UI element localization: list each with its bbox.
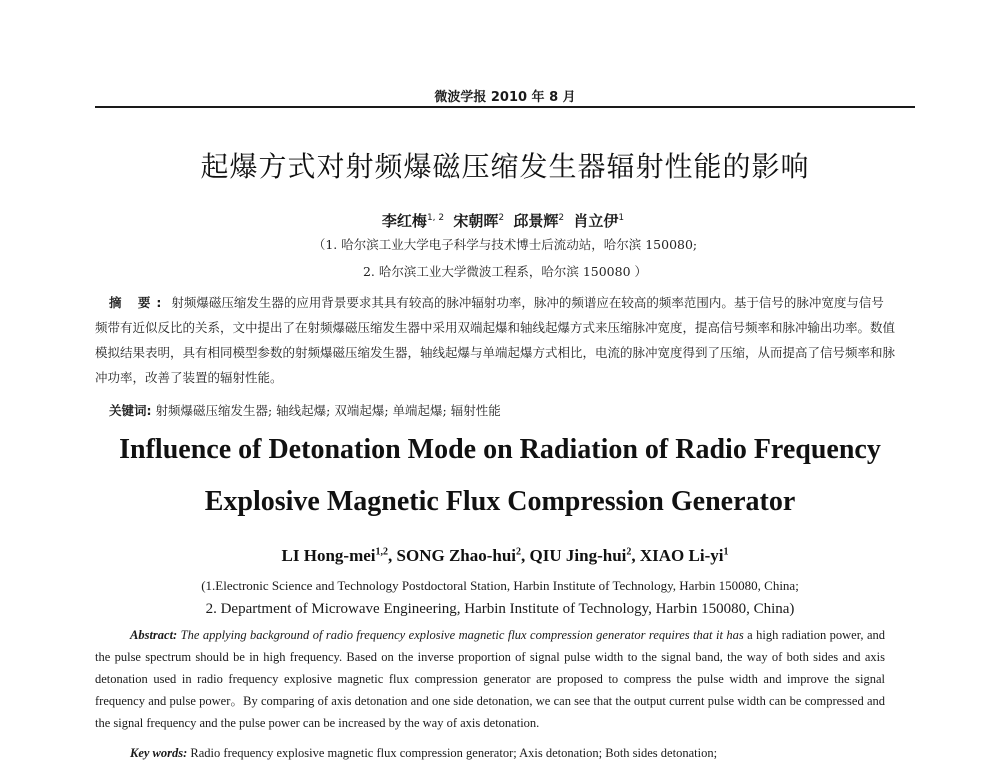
en-author-name: QIU Jing-hui bbox=[529, 546, 627, 565]
en-keywords bbox=[130, 746, 910, 761]
cn-author-sup: 1, 2 bbox=[426, 213, 445, 223]
cn-author-name: 李红梅 bbox=[381, 212, 427, 230]
en-affiliation-1: (1.Electronic Science and Technology Postdoctoral Station, Harbin Institute of Technology, Harbin 150080, China; bbox=[201, 578, 799, 593]
cn-author-sup: 2 bbox=[558, 213, 565, 223]
header-rule bbox=[95, 106, 915, 108]
en-title bbox=[60, 424, 940, 528]
en-author-separator: , bbox=[631, 546, 640, 565]
en-abstract bbox=[95, 624, 885, 734]
cn-author-sup: 2 bbox=[498, 213, 505, 223]
en-author-sup: 2 bbox=[626, 546, 632, 558]
en-author-name: SONG Zhao-hui bbox=[396, 546, 517, 565]
en-abstract-italic-text: The applying background of radio frequency explosive magnetic flux compression generator requires that it has bbox=[180, 628, 744, 642]
cn-affiliation-2: 2. 哈尔滨工业大学微波工程系，哈尔滨 150080 ） bbox=[362, 264, 648, 279]
en-author-name: LI Hong-mei bbox=[281, 546, 376, 565]
en-author-name: XIAO Li-yi bbox=[639, 546, 724, 565]
cn-author-name: 邱景辉 bbox=[513, 212, 559, 230]
en-abstract-label: Abstract: bbox=[130, 628, 178, 642]
cn-keywords-label: 关键词: bbox=[109, 403, 152, 418]
en-author-sup: 2 bbox=[516, 546, 522, 558]
cn-author-sup: 1 bbox=[618, 213, 625, 223]
en-authors bbox=[95, 546, 915, 566]
cn-abstract-label: 摘 要: bbox=[109, 295, 168, 310]
en-author-sup: 1,2 bbox=[375, 546, 389, 558]
cn-author-name: 宋朝晖 bbox=[453, 212, 499, 230]
en-title-line-2: Explosive Magnetic Flux Compression Generator bbox=[204, 486, 796, 517]
en-keywords-text: Radio frequency explosive magnetic flux compression generator; Axis detonation; Both sides detonation; bbox=[190, 746, 718, 760]
en-title-line-1: Influence of Detonation Mode on Radiation of Radio Frequency bbox=[119, 434, 881, 465]
en-affiliation-2: 2. Department of Microwave Engineering, Harbin Institute of Technology, Harbin 150080, China) bbox=[205, 601, 795, 617]
en-abstract-text: a high radiation power, and the pulse spectrum should be in high frequency. Based on the inverse proportion of signal pulse width to the signal band, the way of both sides and axis detonation used in radio frequency explosive magnetic flux compression generator are proposed to compress the pulse width and improve the signal frequency and pulse power。By comparing of axis detonation and one side detonation, we can see that the output current pulse width can be compressed and the signal frequency and the pulse power can be increased by the way of axis detonation. bbox=[95, 628, 886, 730]
en-author-separator: , bbox=[388, 546, 397, 565]
cn-title: 起爆方式对射频爆磁压缩发生器辐射性能的影响 bbox=[200, 150, 810, 183]
cn-affiliation-1: （1. 哈尔滨工业大学电子科学与技术博士后流动站，哈尔滨 150080; bbox=[312, 237, 698, 252]
en-author-sup: 1 bbox=[723, 546, 729, 558]
cn-abstract bbox=[95, 290, 895, 390]
cn-keywords-text: 射频爆磁压缩发生器; 轴线起爆; 双端起爆; 单端起爆; 辐射性能 bbox=[155, 403, 501, 418]
en-author-separator: , bbox=[521, 546, 530, 565]
cn-keywords bbox=[109, 401, 899, 419]
running-header: 微波学报 2010 年 8 月 bbox=[434, 90, 576, 105]
en-keywords-label: Key words: bbox=[130, 746, 188, 760]
cn-abstract-text: 射频爆磁压缩发生器的应用背景要求其具有较高的脉冲辐射功率，脉冲的频谱应在较高的频率范围内。基于信号的脉冲宽度与信号频带有近似反比的关系，文中提出了在射频爆磁压缩发生器中采用双端起爆和轴线起爆方式来压缩脉冲宽度，提高信号频率和脉冲输出功率。数值模拟结果表明，具有相同模型参数的射频爆磁压缩发生器，轴线起爆与单端起爆方式相比，电流的脉冲宽度得到了压缩，从而提高了信号频率和脉冲功率，改善了装置的辐射性能。 bbox=[95, 295, 896, 385]
cn-author-name: 肖立伊 bbox=[573, 212, 619, 230]
cn-authors bbox=[95, 210, 915, 231]
